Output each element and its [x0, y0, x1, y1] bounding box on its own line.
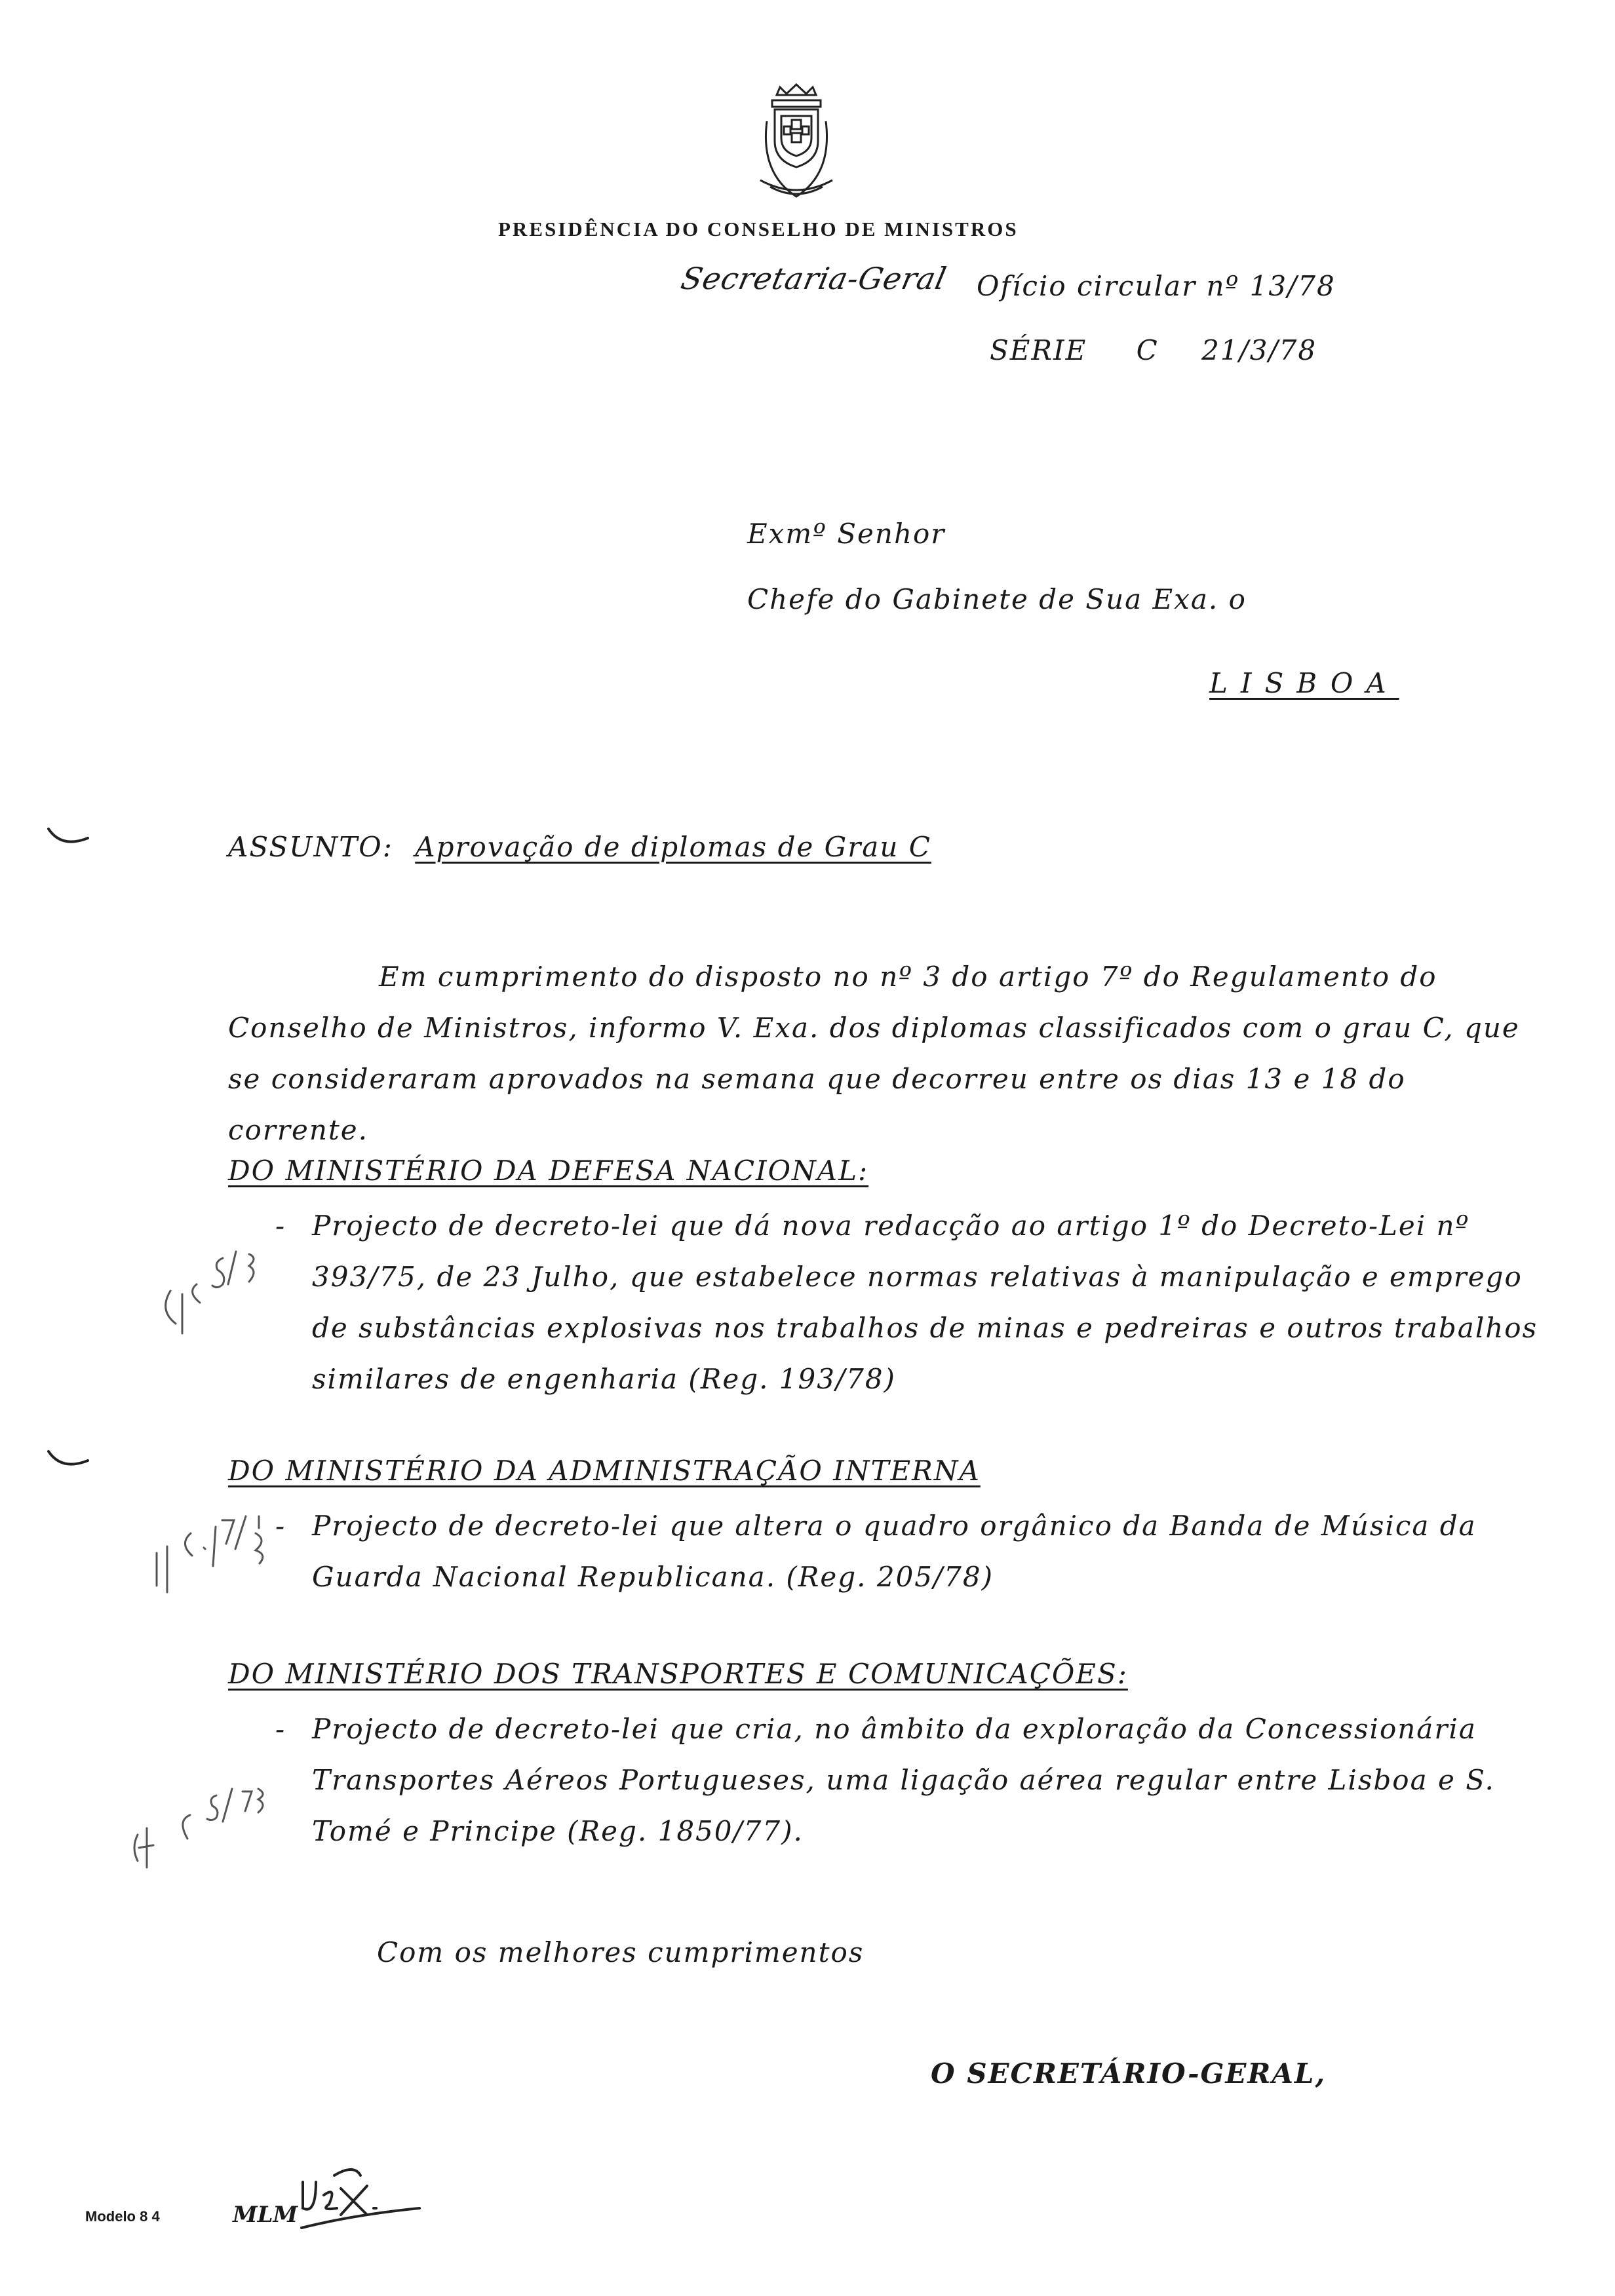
circular-reference: Ofício circular nº 13/78 — [977, 270, 1336, 302]
series-line — [990, 334, 1317, 366]
section-title-administracao: DO MINISTÉRIO DA ADMINISTRAÇÃO INTERNA — [228, 1455, 981, 1487]
recipient: Chefe do Gabinete de Sua Exa. o — [747, 583, 1247, 615]
intro-text: Em cumprimento do disposto no nº 3 do artigo 7º do Regulamento do Conselho de Ministros, informo V. Exa. dos diplomas classificados com o grau C, que se consideraram aprovados na semana que decorreu entre os dias 13 e 18 do corrente. — [228, 961, 1520, 1146]
salutation: Exmº Senhor — [747, 518, 946, 550]
series-value: C — [1136, 334, 1159, 366]
section-item-administracao — [275, 1501, 1560, 1603]
item-text: Projecto de decreto-lei que dá nova redacção ao artigo 1º do Decreto-Lei nº 393/75, de 23 Julho, que estabelece normas relativas à manipulação e emprego de substâncias explosivas nos trabalhos de minas e pedreiras e outros trabalhos similares de engenharia (Reg. 193/78) — [312, 1210, 1538, 1395]
department-signature: Secretaria-Geral — [678, 261, 950, 296]
typist-initials: MLM — [233, 2202, 298, 2228]
form-model-label: Modelo 8 4 — [85, 2208, 160, 2225]
reference-line — [977, 270, 1336, 302]
item-text: Projecto de decreto-lei que cria, no âmbito da exploração da Concessionária Transportes Aéreos Portugueses, uma ligação aérea regular entre Lisboa e S. Tomé e Principe (Reg. 1850/77). — [312, 1713, 1495, 1847]
city: LISBOA — [1209, 667, 1399, 699]
subject-text: Aprovação de diplomas de Grau C — [415, 831, 931, 863]
organization-header: PRESIDÊNCIA DO CONSELHO DE MINISTROS — [498, 218, 1019, 240]
series-label: SÉRIE — [990, 334, 1087, 366]
series-date: 21/3/78 — [1201, 334, 1317, 366]
item-dash: - — [275, 1210, 286, 1242]
closing-phrase: Com os melhores cumprimentos — [377, 1936, 865, 1968]
subject-line — [228, 831, 931, 863]
handwritten-note-3 — [125, 1776, 282, 1881]
section-title-defesa: DO MINISTÉRIO DA DEFESA NACIONAL: — [228, 1155, 869, 1187]
section-title-transportes: DO MINISTÉRIO DOS TRANSPORTES E COMUNICAÇÕES: — [228, 1658, 1128, 1690]
section-item-transportes — [275, 1704, 1560, 1857]
subject-label: ASSUNTO: — [228, 831, 393, 863]
item-text: Projecto de decreto-lei que altera o quadro orgânico da Banda de Música da Guarda Nacional Republicana. (Reg. 205/78) — [312, 1510, 1477, 1593]
coat-of-arms-icon — [741, 82, 852, 206]
punch-hole-mark-icon — [39, 822, 98, 855]
item-dash: - — [275, 1713, 286, 1745]
handwritten-note-2 — [147, 1507, 292, 1605]
intro-paragraph — [228, 951, 1532, 1156]
section-item-defesa — [275, 1200, 1560, 1405]
punch-hole-mark-icon — [39, 1445, 98, 1478]
signature-title: O SECRETÁRIO-GERAL, — [931, 2057, 1327, 2090]
handwritten-footer-mark — [295, 2162, 426, 2234]
item-dash: - — [275, 1510, 286, 1542]
handwritten-note-1 — [151, 1245, 282, 1350]
